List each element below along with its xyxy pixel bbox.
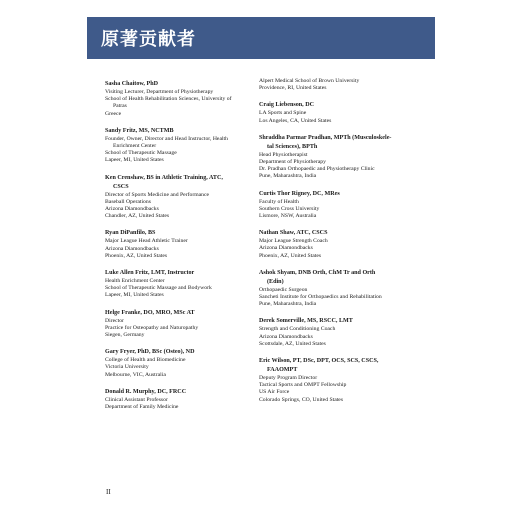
contributor-name: Sandy Fritz, MS, NCTMB — [105, 127, 174, 134]
contributor-affiliation: Colorado Springs, CO, United States — [259, 396, 344, 403]
contributor-affiliation: Providence, RI, United States — [259, 85, 327, 92]
contributor-affiliation: Lapeer, MI, United States — [105, 157, 164, 164]
contributor-entry — [259, 357, 419, 404]
contributor-name: Ken Crenshaw, BS in Athletic Training, ATC, — [105, 174, 223, 181]
contributor-affiliation: School of Therapeutic Massage — [105, 150, 177, 157]
contributor-affiliation: Sancheti Institute for Orthopaedics and Rehabilitation — [259, 294, 382, 301]
contributor-name: Craig Liebenson, DC — [259, 102, 315, 109]
contributor-entry — [105, 388, 261, 411]
contributor-name: Shraddha Parmar Pradhan, MPTh (Musculoskele- — [259, 134, 392, 141]
contributor-affiliation: Pune, Maharashtra, India — [259, 173, 317, 180]
contributor-name: CSCS — [113, 183, 129, 190]
contributor-name: Derek Somerville, MS, RSCC, LMT — [259, 318, 353, 325]
contributor-affiliation: Arizona Diamondbacks — [105, 206, 159, 213]
contributor-affiliation: US Air Force — [259, 389, 290, 396]
contributor-affiliation: Clinical Assistant Professor — [105, 396, 168, 403]
page-number: II — [106, 488, 111, 496]
contributor-name: Gary Fryer, PhD, BSc (Osteo), ND — [105, 349, 195, 356]
contributor-affiliation: Dr. Pradhan Orthopaedic and Physiotherapy Clinic — [259, 166, 375, 173]
contributor-entry — [259, 229, 419, 260]
contributor-affiliation: College of Health and Biomedicine — [105, 357, 186, 364]
contributor-name: tal Sciences), BPTh — [267, 143, 318, 150]
contributor-name: Ryan DiPanfilo, BS — [105, 230, 156, 237]
contributor-affiliation: Alpert Medical School of Brown University — [259, 78, 360, 84]
contributor-name: (Edin) — [267, 278, 284, 285]
contributor-entry — [259, 101, 419, 124]
contributor-entry — [259, 134, 419, 181]
contributor-affiliation: Los Angeles, CA, United States — [259, 117, 332, 124]
contributor-affiliation: Faculty of Health — [259, 198, 299, 205]
contributor-affiliation: Director — [105, 317, 124, 324]
contributor-affiliation: Phoenix, AZ, United States — [259, 252, 322, 259]
contributor-entry — [105, 309, 261, 340]
contributor-affiliation: Arizona Diamondbacks — [105, 245, 159, 252]
contributor-affiliation: Arizona Diamondbacks — [259, 333, 313, 340]
contributor-affiliation: Southern Cross University — [259, 205, 320, 212]
contributor-affiliation: LA Sports and Spine — [259, 110, 307, 117]
contributor-entry — [259, 78, 419, 92]
contributor-affiliation: Deputy Program Director — [259, 375, 318, 382]
contributor-name: Curtis Thor Rigney, DC, MRes — [259, 190, 340, 197]
contributor-name: Helge Franke, DO, MRO, MSc AT — [105, 309, 195, 316]
contributor-name: Luke Allen Fritz, LMT, Instructor — [105, 270, 195, 277]
contributor-affiliation: Baseball Operations — [105, 198, 151, 205]
contributor-affiliation: Lapeer, MI, United States — [105, 292, 164, 299]
contributor-affiliation: Health Enrichment Center — [105, 278, 165, 285]
contributor-affiliation: Department of Physiotherapy — [259, 159, 326, 166]
contributor-affiliation: Lismore, NSW, Australia — [259, 213, 317, 220]
contributor-affiliation: Major League Strength Coach — [259, 238, 328, 245]
contributor-affiliation: Victoria University — [105, 364, 149, 371]
page-title: 原著贡献者 — [101, 29, 196, 50]
contributor-affiliation: Greece — [105, 110, 122, 117]
contributor-affiliation: Visiting Lecturer, Department of Physiotherapy — [105, 89, 214, 95]
contributor-affiliation: School of Health Rehabilitation Sciences, University of — [105, 96, 232, 103]
contributor-affiliation: School of Therapeutic Massage and Bodywork — [105, 285, 212, 292]
contributor-affiliation: Practice for Osteopathy and Naturopathy — [105, 324, 199, 331]
contributor-affiliation: Major League Head Athletic Trainer — [105, 238, 188, 245]
contributor-affiliation: Strength and Conditioning Coach — [259, 326, 336, 333]
contributor-entry — [259, 317, 419, 348]
contributor-affiliation: Phoenix, AZ, United States — [105, 252, 168, 259]
contributor-name: FAAOMPT — [267, 367, 298, 374]
right-column — [259, 78, 419, 413]
contributor-name: Nathan Shaw, ATC, CSCS — [259, 230, 328, 237]
contributor-entry — [105, 348, 261, 379]
contributor-entry — [105, 127, 261, 165]
contributor-affiliation: Tactical Sports and OMPT Fellowship — [259, 382, 347, 389]
contributor-entry — [105, 269, 261, 300]
contributor-affiliation: Head Physiotherapist — [259, 151, 308, 158]
contributor-entry — [105, 174, 261, 221]
contributor-name: Donald R. Murphy, DC, FRCC — [105, 388, 187, 395]
contributor-entry — [105, 80, 261, 118]
contributor-affiliation: Melbourne, VIC, Australia — [105, 371, 166, 378]
contributor-affiliation: Pune, Maharashtra, India — [259, 301, 317, 308]
contributor-name: Sasha Chaitow, PhD — [105, 81, 158, 87]
contributor-affiliation: Siegen, Germany — [105, 332, 145, 339]
contributor-entry — [259, 269, 419, 309]
contributor-affiliation: Enrichment Center — [113, 143, 157, 150]
contributor-affiliation: Department of Family Medicine — [105, 404, 179, 411]
contributor-name: Ashok Shyam, DNB Orth, ChM Tr and Orth — [259, 269, 376, 276]
contributor-entry — [105, 229, 261, 260]
contributor-affiliation: Director of Sports Medicine and Performance — [105, 191, 210, 198]
contributor-affiliation: Founder, Owner, Director and Head Instructor, Health — [105, 135, 228, 142]
contributor-affiliation: Scottsdale, AZ, United States — [259, 340, 326, 347]
contributor-name: Eric Wilson, PT, DSc, DPT, OCS, SCS, CSCS, — [259, 358, 379, 365]
contributor-entry — [259, 190, 419, 221]
contributor-affiliation: Patras — [113, 103, 127, 110]
contributor-affiliation: Orthopaedic Surgeon — [259, 286, 308, 293]
contributor-affiliation: Chandler, AZ, United States — [105, 213, 170, 220]
contributor-affiliation: Arizona Diamondbacks — [259, 245, 313, 252]
header-band — [87, 17, 435, 59]
left-column — [105, 80, 261, 420]
